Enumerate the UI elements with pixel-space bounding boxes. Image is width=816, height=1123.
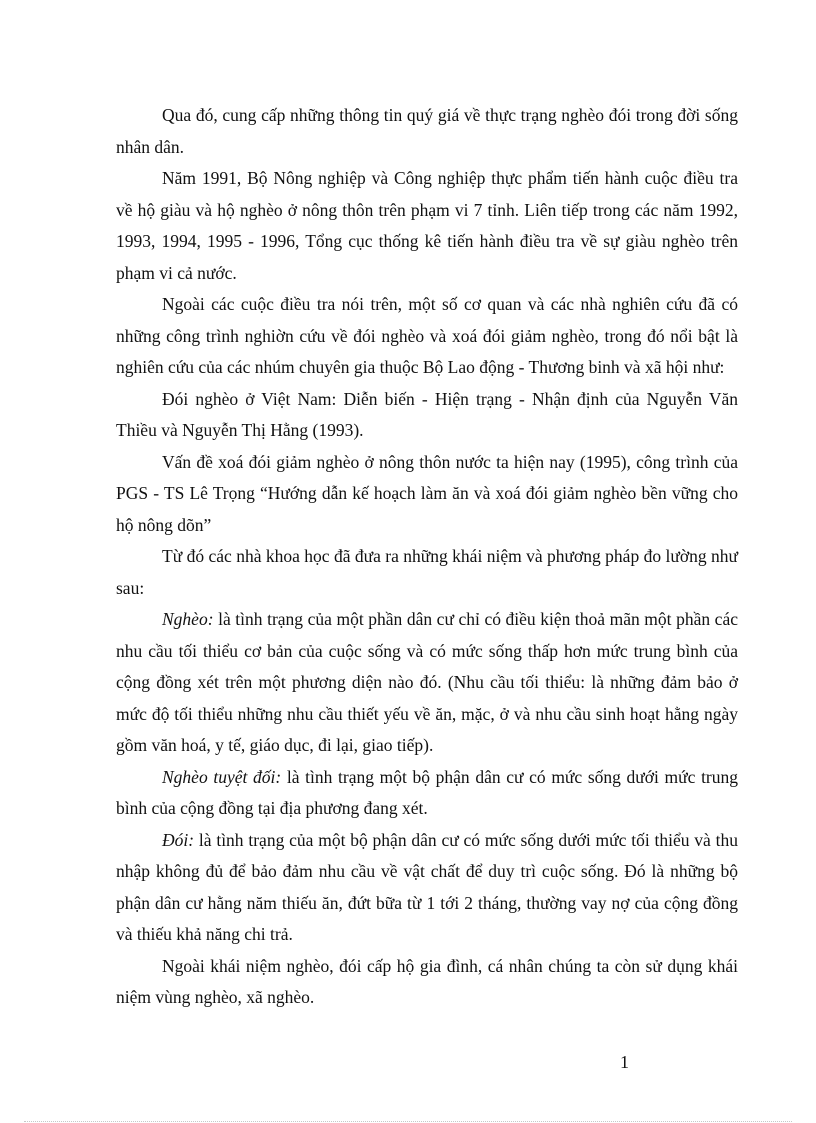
paragraph: Ngoài các cuộc điều tra nói trên, một số cơ quan và các nhà nghiên cứu đã có những công trình nghiờn cứu về đói nghèo và xoá đói giảm nghèo, trong đó nổi bật là nghiên cứu của các nhúm chuyên gia thuộc Bộ Lao động - Thương binh và xã hội như: xyxy=(116,294,738,377)
page-number: 1 xyxy=(620,1052,629,1072)
definition-absolute-poverty: Nghèo tuyệt đối: là tình trạng một bộ phận dân cư có mức sống dưới mức trung bình của cộng đồng tại địa phương đang xét. xyxy=(116,766,739,818)
term-absolute-poverty: Nghèo tuyệt đối: xyxy=(162,766,282,787)
paragraph: Đói nghèo ở Việt Nam: Diễn biến - Hiện trạng - Nhận định của Nguyễn Văn Thiều và Nguyễn Thị Hằng (1993). xyxy=(116,388,738,440)
definition-hunger: Đói: là tình trạng của một bộ phận dân cư có mức sống dưới mức tối thiểu và thu nhập không đủ để bảo đảm nhu cầu về vật chất để duy trì cuộc sống. Đó là những bộ phận dân cư hằng năm thiếu ăn, đứt bữa từ 1 tới 2 tháng, thường vay nợ của cộng đồng và thiếu khả năng chi trả. xyxy=(116,829,738,944)
page-bottom-divider xyxy=(24,1121,792,1122)
term-poverty: Nghèo: xyxy=(162,609,214,629)
paragraph: Ngoài khái niệm nghèo, đói cấp hộ gia đình, cá nhân chúng ta còn sử dụng khái niệm vùng nghèo, xã nghèo. xyxy=(116,955,738,1007)
definition-poverty: Nghèo: là tình trạng của một phần dân cư chỉ có điều kiện thoả mãn một phần các nhu cầu tối thiểu cơ bản của cuộc sống và có mức sống thấp hơn mức trung bình của cộng đồng xét trên một phương diện nào đó. (Nhu cầu tối thiểu: là những đảm bảo ở mức độ tối thiểu những nhu cầu thiết yếu về ăn, mặc, ở và nhu cầu sinh hoạt hằng ngày gồm văn hoá, y tế, giáo dục, đi lại, giao tiếp). xyxy=(116,609,738,755)
paragraph: Vấn đề xoá đói giảm nghèo ở nông thôn nước ta hiện nay (1995), công trình của PGS - TS Lê Trọng “Hướng dẫn kế hoạch làm ăn và xoá đói giảm nghèo bền vững cho hộ nông dõn” xyxy=(116,451,738,535)
paragraph: Qua đó, cung cấp những thông tin quý giá về thực trạng nghèo đói trong đời sống nhân dân. xyxy=(116,105,738,157)
paragraph: Từ đó các nhà khoa học đã đưa ra những khái niệm và phương pháp đo lường như sau: xyxy=(116,546,738,598)
paragraph: Năm 1991, Bộ Nông nghiệp và Công nghiệp thực phẩm tiến hành cuộc điều tra về hộ giàu và hộ nghèo ở nông thôn trên phạm vi 7 tỉnh. Liên tiếp trong các năm 1992, 1993, 1994, 1995 - 1996, Tổng cục thống kê tiến hành điều tra về sự giàu nghèo trên phạm vi cả nước. xyxy=(116,168,738,283)
body-text xyxy=(116,100,738,1014)
term-hunger: Đói: xyxy=(162,829,195,850)
